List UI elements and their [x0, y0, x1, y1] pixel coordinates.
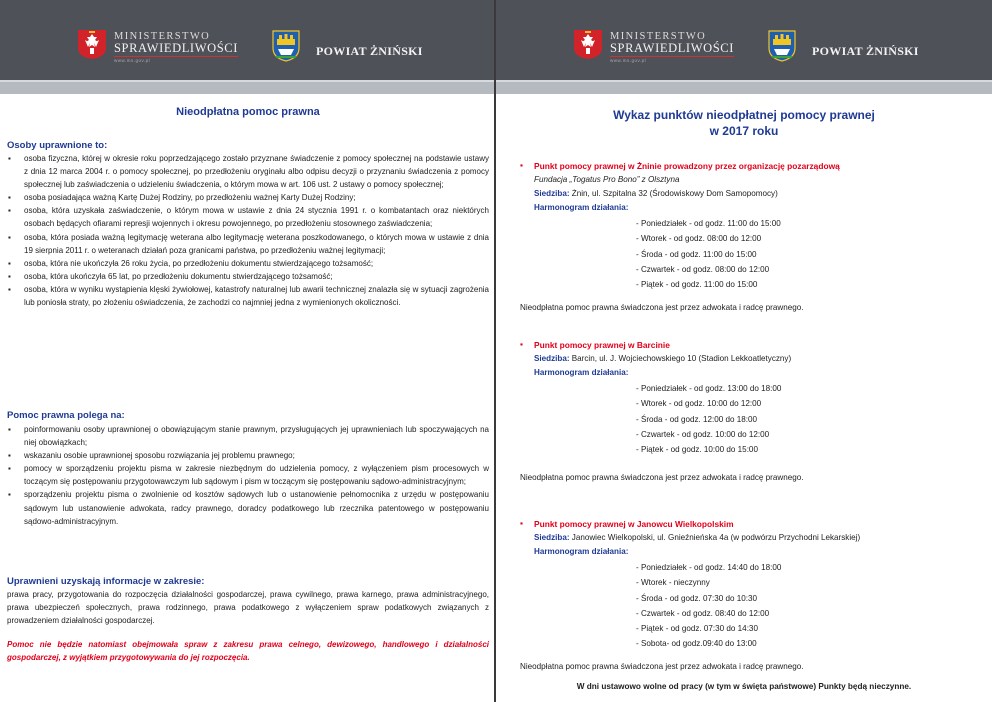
header-banner: [496, 0, 992, 80]
point-org-znin: Fundacja „Togatus Pro Bono” z Olsztyna: [534, 175, 680, 184]
list-item: ▪ osoba, która uzyskała zaświadczenie, o którym mowa w ustawie z dnia 24 stycznia 1991 r. o kombatantach oraz niektórych osobach będących ofiarami represji wojennych i okresu powojennego, po przedłożeniu stosownego zaświadczenia;: [7, 204, 489, 230]
list-item: ▪ osoba, która ukończyła 65 lat, po przedłożeniu dokumentu stwierdzającego tożsamość;: [7, 270, 489, 283]
right-title-line1: Wykaz punktów nieodpłatnej pomocy prawnej: [613, 108, 875, 122]
left-title: Nieodpłatna pomoc prawna: [176, 106, 320, 118]
schedule-item: - Piątek - od godz. 07:30 do 14:30: [636, 624, 758, 634]
exclusion-text: Pomoc nie będzie natomiast obejmowała spraw z zakresu prawa celnego, dewizowego, handlowego i działalności gospodarczej, z wyjątkiem przygotowywania do jej rozpoczęcia.: [7, 640, 489, 663]
ministry-name-line2: SPRAWIEDLIWOŚCI: [114, 41, 238, 55]
ministry-url: www.ms.gov.pl: [114, 58, 151, 63]
note-janowiec: Nieodpłatna pomoc prawna świadczona jest przez adwokata i radcę prawnego.: [520, 662, 804, 671]
schedule-label-janowiec: Harmonogram działania:: [534, 547, 629, 556]
point-title-znin: Punkt pomocy prawnej w Żninie prowadzony przez organizację pozarządową: [534, 161, 840, 171]
seat-label: Siedziba:: [534, 189, 570, 198]
point-seat-janowiec: [534, 533, 860, 542]
schedule-item: - Czwartek - od godz. 10:00 do 12:00: [636, 429, 770, 439]
polish-eagle-emblem-icon: [76, 28, 108, 60]
list-item: ▪ pomocy w sporządzeniu projektu pisma w zakresie niezbędnym do udzielenia pomocy, z wyłączeniem pism procesowych w toczącym się postępowaniu przygotowawczym lub sądowym i pism w toczącym się postępowaniu sądowo-administracyjnym;: [7, 462, 489, 488]
header-stripe: [0, 80, 496, 94]
ministry-logo: [114, 31, 238, 65]
schedule-item: - Poniedziałek - od godz. 11:00 do 15:00: [636, 219, 781, 228]
header-stripe: [496, 80, 992, 94]
point-bullet-icon: ▪: [520, 160, 523, 170]
ministry-name-line1: MINISTERSTWO: [610, 31, 707, 42]
right-title: [496, 107, 992, 139]
schedule-item: - Sobota- od godz.09:40 do 13:00: [636, 639, 757, 649]
point-seat-barcin: [534, 354, 791, 363]
powiat-name: POWIAT ŻNIŃSKI: [812, 44, 919, 58]
schedule-label-barcin: Harmonogram działania:: [534, 368, 629, 377]
schedule-item: - Czwartek - od godz. 08:00 do 12:00: [636, 264, 770, 274]
seat-label: Siedziba:: [534, 354, 570, 363]
schedule-item: - Środa - od godz. 11:00 do 15:00: [636, 249, 757, 259]
seat-value: Janowiec Wielkopolski, ul. Gnieźnieńska 4a (w podwórzu Przychodni Lekarskiej): [571, 533, 861, 542]
info-heading: Uprawnieni uzyskają informacje w zakresie:: [7, 576, 205, 587]
note-znin: Nieodpłatna pomoc prawna świadczona jest przez adwokata i radcę prawnego.: [520, 303, 804, 312]
point-title-barcin: Punkt pomocy prawnej w Barcinie: [534, 340, 670, 350]
ministry-name-line1: MINISTERSTWO: [114, 31, 211, 42]
schedule-item: - Wtorek - od godz. 10:00 do 12:00: [636, 399, 762, 409]
schedule-item: - Wtorek - nieczynny: [636, 578, 710, 588]
point-bullet-icon: ▪: [520, 339, 523, 349]
schedule-list-janowiec: [636, 560, 781, 652]
powiat-coat-of-arms-icon: [768, 30, 796, 62]
schedule-item: - Poniedziałek - od godz. 14:40 do 18:00: [636, 563, 782, 572]
list-item: ▪ osoba fizyczna, której w okresie roku poprzedzającego zostało przyznane świadczenie z pomocy społecznej na podstawie ustawy z dnia 12 marca 2004 r. o pomocy społecznej, po przedłożeniu oryginału albo odpisu decyzji o przyznaniu świadczenia z pomocy społecznej lub zaświadczenia o udzieleniu świadczenia, o którym mowa w art. 106 ust. 2 ustawy o pomocy społecznej;: [7, 152, 489, 191]
help-list: [7, 423, 489, 528]
seat-label: Siedziba:: [534, 533, 570, 542]
schedule-item: - Środa - od godz. 07:30 do 10:30: [636, 593, 758, 603]
ministry-name-line2: SPRAWIEDLIWOŚCI: [610, 41, 734, 55]
seat-value: Żnin, ul. Szpitalna 32 (Środowiskowy Dom Samopomocy): [571, 189, 778, 198]
help-heading: Pomoc prawna polega na:: [7, 410, 125, 421]
schedule-list-znin: [636, 216, 781, 292]
eligible-list: [7, 152, 489, 309]
point-title-janowiec: Punkt pomocy prawnej w Janowcu Wielkopolskim: [534, 519, 734, 529]
powiat-coat-of-arms-icon: [272, 30, 300, 62]
schedule-item: - Piątek - od godz. 11:00 do 15:00: [636, 280, 758, 290]
list-item: ▪ osoba posiadająca ważną Kartę Dużej Rodziny, po przedłożeniu ważnej Karty Dużej Rodziny;: [7, 191, 489, 204]
list-item: ▪ osoba, która posiada ważną legitymację weterana albo legitymację weterana poszkodowanego, o których mowa w ustawie z dnia 19 sierpnia 2011 r. o weteranach działań poza granicami państwa, po przedłożeniu ważnej legitymacji;: [7, 231, 489, 257]
header-banner: [0, 0, 496, 80]
powiat-name: POWIAT ŻNIŃSKI: [316, 44, 423, 58]
point-bullet-icon: ▪: [520, 518, 523, 528]
schedule-item: - Środa - od godz. 12:00 do 18:00: [636, 414, 758, 424]
list-item: ▪ wskazaniu osobie uprawnionej sposobu rozwiązania jej problemu prawnego;: [7, 449, 489, 462]
schedule-item: - Poniedziałek - od godz. 13:00 do 18:00: [636, 384, 782, 393]
schedule-list-barcin: [636, 381, 781, 457]
info-text: prawa pracy, przygotowania do rozpoczęcia działalności gospodarczej, prawa cywilnego, prawa karnego, prawa administracyjnego, prawa ubezpieczeń społecznych, prawa rodzinnego, prawa podatkowego z wyłączeniem spraw podatkowych związanych z prowadzeniem działalności gospodarczej.: [7, 590, 489, 626]
list-item: ▪ osoba, która w wyniku wystąpienia klęski żywiołowej, katastrofy naturalnej lub awarii technicznej znalazła się w sytuacji zagrożenia lub poniosła straty, po złożeniu oświadczenia, że zachodzi co najmniej jedna z wymienionych okoliczności.: [7, 283, 489, 309]
list-item: ▪ poinformowaniu osoby uprawnionej o obowiązującym stanie prawnym, przysługujących jej uprawnieniach lub spoczywających na niej obowiązkach;: [7, 423, 489, 449]
ministry-logo: [610, 31, 734, 65]
schedule-item: - Czwartek - od godz. 08:40 do 12:00: [636, 608, 770, 618]
closed-days-note: W dni ustawowo wolne od pracy (w tym w święta państwowe) Punkty będą nieczynne.: [576, 682, 912, 691]
schedule-item: - Wtorek - od godz. 08:00 do 12:00: [636, 234, 762, 244]
eligible-heading: Osoby uprawnione to:: [7, 140, 108, 151]
seat-value: Barcin, ul. J. Wojciechowskiego 10 (Stadion Lekkoatletyczny): [571, 354, 792, 363]
list-item: ▪ sporządzeniu projektu pisma o zwolnienie od kosztów sądowych lub o ustanowienie pełnomocnika z urzędu w postępowaniu sądowym lub ustanowienie adwokata, radcy prawnego, doradcy podatkowego lub rzecznika patentowego w postępowaniu sądowo-administracyjnym.: [7, 488, 489, 527]
polish-eagle-emblem-icon: [572, 28, 604, 60]
right-title-line2: w 2017 roku: [709, 124, 779, 138]
point-seat-znin: [534, 189, 778, 198]
right-page: [496, 0, 992, 702]
list-item: ▪ osoba, która nie ukończyła 26 roku życia, po przedłożeniu dokumentu stwierdzającego tożsamość;: [7, 257, 489, 270]
ministry-url: www.ms.gov.pl: [610, 58, 647, 63]
schedule-label-znin: Harmonogram działania:: [534, 203, 629, 212]
schedule-item: - Piątek - od godz. 10:00 do 15:00: [636, 445, 758, 455]
note-barcin: Nieodpłatna pomoc prawna świadczona jest przez adwokata i radcę prawnego.: [520, 473, 804, 482]
